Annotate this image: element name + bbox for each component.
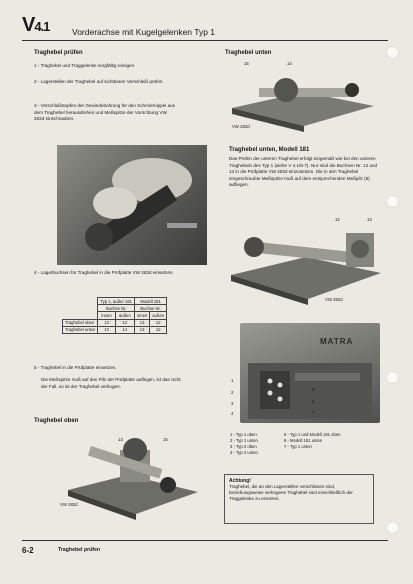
step-number: 1 - [34,63,40,68]
callout-number: 6 [312,399,315,404]
step-text: Traghebel in die Prüfplatte einsetzen. [40,365,117,370]
section-heading: Traghebel unten [225,50,272,56]
callout-number: 1 [231,378,234,383]
step-5 [34,365,184,372]
table-header: Buchse Nr. [98,305,135,312]
footer-rule [22,540,388,541]
table-header: Typ 1, außer 181 [98,298,135,305]
step-number: 3 - [34,103,40,108]
note-title: Achtung! [229,478,251,484]
callout-number: 15 [244,61,249,66]
sub-heading-model-181: Traghebel unten, Modell 181 [229,147,310,153]
table-header: außen [150,312,167,319]
binder-hole-icon [386,521,399,534]
callout-number: 4 [231,411,234,416]
binder-hole-icon [386,46,399,59]
legend-item: 7 - Typ 1 unten [284,444,312,449]
callout-number: 2 [231,390,234,395]
photo-hand-screwing-tip [57,145,207,265]
figure-upper-arm-test [58,430,204,522]
callout-number: 13 [367,217,372,222]
step-1 [34,63,184,70]
tool-label: VW 282d [325,297,343,302]
callout-number: 12 [335,217,340,222]
figure-model-181-test [226,215,386,305]
callout-number: 15 [163,437,168,442]
table-header: außen [115,312,134,319]
table-row: Traghebel unten 13 14 13 12 [63,326,167,333]
legend-item: 4 - Typ 2 unten [230,450,258,455]
legend-left [230,432,282,456]
page-number: 6-2 [22,546,34,555]
legend-item: 6 - Modell 181 unten [284,438,323,443]
table-header: innen [98,312,115,319]
table-header: innen [135,312,150,319]
step-number: 5 - [34,365,40,370]
callout-number: 7 [312,410,315,415]
legend-right [284,432,380,450]
step-text: Lagerbuchsen für Traghebel in die Prüfplatte VW 282d einsetzen. [40,270,174,275]
step-2 [34,79,176,86]
step-text: Verschlußstopfen der Gewindebohrung für den Schmiernippel aus dem Traghebel herausdrehen und Meßspitze der Vorrichtung VW 282d einschrauben. [34,103,175,122]
table-row: Traghebel oben 13 12 13 12 [63,319,167,326]
callout-number: 14 [287,61,292,66]
binder-hole-icon [386,371,399,384]
step-number: 4 - [34,270,40,275]
tool-label: VW 282d [232,124,250,129]
table-header: Modell 181 [135,298,167,305]
binder-hole-icon [386,195,399,208]
footer-title: Traghebel prüfen [58,547,101,553]
warning-note [224,474,374,524]
legend-item: 3 - Typ 2 oben [230,444,257,449]
sub-heading-upper-arm: Traghebel oben [34,418,79,424]
section-heading: Traghebel prüfen [34,50,83,56]
page-title: Vorderachse mit Kugelgelenken Typ 1 [72,27,216,37]
legend-item: 1 - Typ 1 oben [230,432,257,437]
table-header: Buchse Nr. [135,305,167,312]
model-181-text: Das Prüfen der unteren Traghebel erfolgt eingemäß wie bei den unteren Traghebeln des Typ 1 (siehe V 4.1/6-7). Nur sind die Buchsen Nr. 12 und 13 in die Prüfplatte VW 282d einzusetzen. Die in den Traghebel eingeschraubte Meßspitze muß auf dem entsprechenden Meßpilz (8) aufliegen. [229,156,378,188]
note-text: Traghebel, die an den Lagerstellen verschlissen sind, beziehungsweise verbogene Traghebel sind einschließlich der Traggelenke zu ersetzen. [229,484,353,502]
step-number: 2 - [34,79,40,84]
bushing-table [62,297,167,334]
callout-number: 13 [118,437,123,442]
legend-item: 5 - Typ 1 und Modell 181 oben [284,432,341,437]
section-code: V4.1 [22,14,50,36]
step-text: Traghebel und Traggelenke sorgfältig reinigen. [40,63,136,68]
figure-test-plate [240,323,380,423]
callout-number: 5 [312,387,315,392]
step-5-note: Die Meßspitze muß auf den Pilz der Prüfplatte auflegen, ist das nicht der Fall, so ist der Traghebel verbogen. [41,377,181,389]
tool-label: VW 282d [60,502,78,507]
callout-number: 3 [231,401,234,406]
plate-brand: MATRA [320,337,354,346]
legend-item: 2 - Typ 1 unten [230,438,258,443]
step-text: Lagerstellen der Traghebel auf sichtbaren Verschleiß prüfen. [40,79,164,84]
step-3 [34,103,178,123]
step-4 [34,270,184,277]
header-rule [22,40,388,41]
